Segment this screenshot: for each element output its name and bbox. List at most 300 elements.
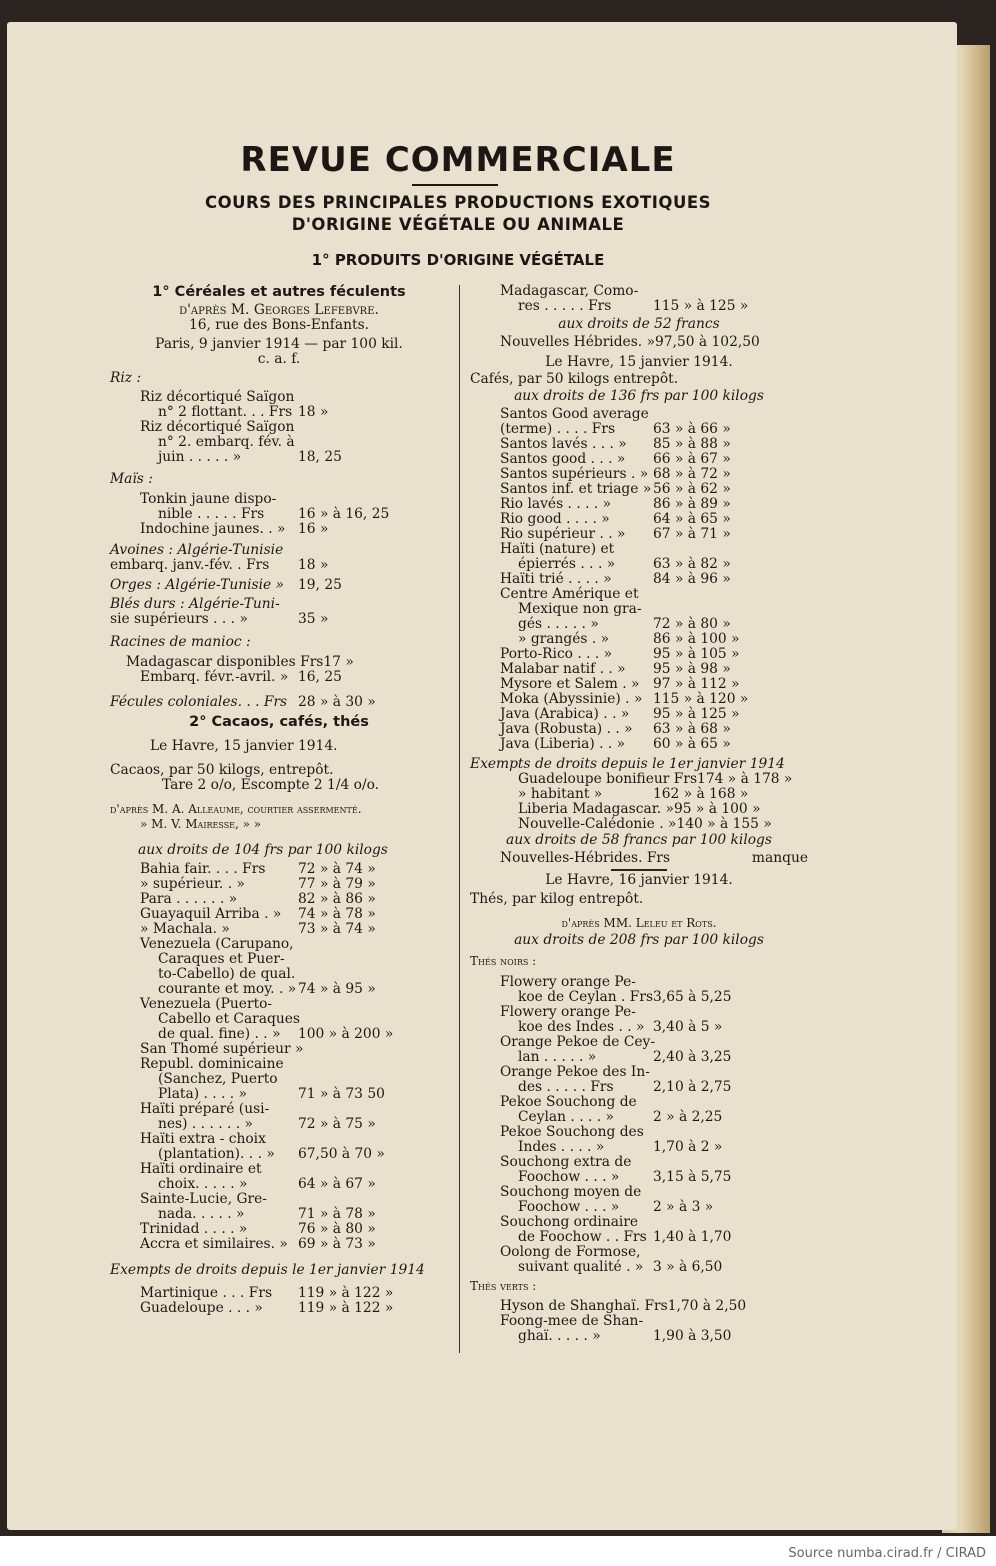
foong-b [470,1329,808,1344]
riz-2-line-a [110,420,448,435]
cafe-row2-5-price: 63 » à 68 » [653,721,731,737]
cacao-row-2-name: Para . . . . . . » [140,891,238,907]
venez-2-a [110,997,448,1012]
venez-2-b-text: Cabello et Caraques [158,1011,300,1027]
the-row-0-b-price: 3,65 à 5,25 [653,989,732,1005]
mais-1-price: 16 » à 16, 25 [298,506,390,522]
riz-2-period: juin . . . . . » [158,449,242,465]
cafe-row2-1-name: Malabar natif . . » [500,661,626,677]
the-row-9-a-price [653,1245,808,1260]
haiti-3-price: 64 » à 67 » [298,1176,376,1192]
manioc-2-price: 16, 25 [298,669,342,685]
avoines-line-a: Avoines : Algérie-Tunisie [110,542,284,558]
haiti-3-name: Haïti ordinaire et [140,1161,262,1177]
the-row-2-a-name: Orange Pekoe de Cey- [500,1034,656,1050]
havre-date-1: Le Havre, 15 janvier 1914. [150,738,338,754]
cacao-list [110,862,448,937]
riz-2-line-b [110,435,448,450]
mais-1-name: Tonkin jaune dispo- [140,491,277,507]
cafe-row-5 [470,512,808,527]
hyson-price: 1,70 à 2,50 [667,1298,747,1314]
haiti-3-a [110,1162,448,1177]
droits-52: aux droits de 52 francs [558,316,720,332]
stlucie-b-text: nada. . . . . » [158,1206,245,1222]
the-row-4-a [470,1095,808,1110]
cereales-heading: 1° Céréales et autres féculents [152,284,406,300]
cacao-row-1-name: » supérieur. . » [140,876,245,892]
nouv-heb-name: Nouvelles Hébrides. » [500,334,656,350]
the-row-3-a-name: Orange Pekoe des In- [500,1064,650,1080]
mais-2-price: 16 » [298,521,329,537]
the-row-2-b-price: 2,40 à 3,25 [653,1049,732,1065]
cafe-row-0-name: Santos lavés . . . » [500,436,627,452]
the-row-4-a-price [653,1095,808,1110]
stlucie-price: 71 » à 78 » [298,1206,376,1222]
exempt-row-2-price: 95 » à 100 » [673,801,761,817]
the-row-6-a-name: Souchong extra de [500,1154,632,1170]
exempts-right: Exempts de droits depuis le 1er janvier 1914 [470,756,785,772]
right-column [470,284,808,1344]
martinique-price: 119 » à 122 » [298,1285,394,1301]
cafe-row-0-price: 85 » à 88 » [653,436,731,452]
mais-1-line-a [110,492,448,507]
the-row-0-b-name: koe de Ceylan . Frs [518,989,654,1005]
martinique-line [110,1286,448,1301]
riz-1-name: Riz décortiqué Saïgon [140,389,295,405]
orges-line [110,578,448,593]
cacao-row-3-name: Guayaquil Arriba . » [140,906,282,922]
venez-1-b-text: Caraques et Puer- [158,951,285,967]
haiti-2-name: Haïti extra - choix [140,1131,266,1147]
madag-b-text: res . . . . . Frs [518,298,612,314]
the-row-3-b-name: des . . . . . Frs [518,1079,614,1095]
exempt-list [470,772,808,832]
cafe-row2-1 [470,662,808,677]
cafe-row-6 [470,527,808,542]
cafe-row2-2-price: 97 » à 112 » [653,676,740,692]
haiti-1-name: Haïti préparé (usi- [140,1101,270,1117]
centre-d-price: 86 » à 100 » [653,631,740,647]
title-rule [412,184,498,186]
madag-b [470,299,808,314]
orges-name: Orges : Algérie-Tunisie » [110,577,284,593]
the-row-1-b-price: 3,40 à 5 » [653,1019,723,1035]
the-row-4-b-name: Ceylan . . . . » [518,1109,614,1125]
foong-a [470,1314,808,1329]
page-title: REVUE COMMERCIALE [240,140,676,180]
havre-date-cafe: Le Havre, 15 janvier 1914. [545,354,733,370]
riz-2-name: Riz décortiqué Saïgon [140,419,295,435]
separator-rule [611,869,667,871]
cafe-row2-6-price: 60 » à 65 » [653,736,731,752]
centre-name: Centre Amérique et [500,586,639,602]
exempt-row-2 [470,802,808,817]
the-row-0-a-name: Flowery orange Pe- [500,974,636,990]
the-row-2-a [470,1035,808,1050]
droits-208: aux droits de 208 frs par 100 kilogs [514,932,764,948]
the-row-6-b-name: Foochow . . . » [518,1169,620,1185]
venez-1-a [110,937,448,952]
manioc-2-name: Embarq. févr.-avril. » [140,669,289,685]
venez-1-d-text: courante et moy. . » [158,981,297,997]
repub-b [110,1072,448,1087]
cacao-row-2-price: 82 » à 86 » [298,891,376,907]
guadeloupe-name: Guadeloupe . . . » [140,1300,263,1316]
droits-58: aux droits de 58 francs par 100 kilogs [506,832,772,848]
venez-1-d [110,982,448,997]
fecules-name: Fécules coloniales. . . Frs [110,694,288,710]
the-row-4-a-name: Pekoe Souchong de [500,1094,637,1110]
the-row-3-b-price: 2,10 à 2,75 [653,1079,732,1095]
cafe-row-0 [470,437,808,452]
nouv-heb2-line [470,851,808,866]
subtitle-line-2: D'ORIGINE VÉGÉTALE OU ANIMALE [291,215,625,234]
haiti-1-b-text: nes) . . . . . . » [158,1116,253,1132]
centre-b [470,602,808,617]
exempt-row-0-price: 174 » à 178 » [697,771,793,787]
the-row-1-b [470,1020,808,1035]
exempt-row-1-price: 162 » à 168 » [653,786,749,802]
cafe-row-2-price: 68 » à 72 » [653,466,731,482]
bles-qual: sie supérieurs . . . » [110,611,248,627]
cafe-row-1-price: 66 » à 67 » [653,451,731,467]
fecules-line [110,695,448,710]
haiti-1-price: 72 » à 75 » [298,1116,376,1132]
haiti-nature-b [470,557,808,572]
exempt-row-0-name: Guadeloupe bonifieur Frs [518,771,698,787]
the-row-7-a-name: Souchong moyen de [500,1184,642,1200]
cacao-row-0-name: Bahia fair. . . . Frs [140,861,266,877]
the-row-7-b [470,1200,808,1215]
bles-line-b [110,612,448,627]
manioc-2-line [110,670,448,685]
cafe-row-6-name: Rio supérieur . . » [500,526,626,542]
the-row-9-b-name: suivant qualité . » [518,1259,644,1275]
cacao-row-1-price: 77 » à 79 » [298,876,376,892]
cafe-row-6-price: 67 » à 71 » [653,526,731,542]
foong-price: 1,90 à 3,50 [653,1328,732,1344]
exempt-row-3-name: Nouvelle-Calédonie . » [518,816,677,832]
cafe-row2-3-price: 115 » à 120 » [653,691,749,707]
the-row-1-a-price [653,1005,808,1020]
paris-date: Paris, 9 janvier 1914 — par 100 kil. [155,336,403,352]
thes-verts-label: Thés verts : [470,1279,537,1293]
cafes-title: Cafés, par 50 kilogs entrepôt. [470,371,679,387]
cafe-row-1-name: Santos good . . . » [500,451,626,467]
the-row-9-b [470,1260,808,1275]
the-row-2-a-price [655,1035,808,1050]
madag-name: Madagascar, Como- [500,283,639,299]
repub-name: Republ. dominicaine [140,1056,284,1072]
centre-c [470,617,808,632]
the-row-5-a [470,1125,808,1140]
havre-date-the: Le Havre, 16 janvier 1914. [545,872,733,888]
the-row-2-b [470,1050,808,1065]
the-row-7-a [470,1185,808,1200]
mais-2-line [110,522,448,537]
orges-price: 19, 25 [298,577,342,593]
the-row-3-b [470,1080,808,1095]
santos-name: Santos Good average [500,406,649,422]
venez-1-price: 74 » à 95 » [298,981,376,997]
cafe-row2-3-name: Moka (Abyssinie) . » [500,691,643,707]
riz-1-price: 18 » [298,404,329,420]
cafe-row-5-name: Rio good . . . . » [500,511,610,527]
fecules-price: 28 » à 30 » [298,694,376,710]
cafe-row2-4-name: Java (Arabica) . . » [500,706,630,722]
the-row-8-a [470,1215,808,1230]
column-divider [459,285,460,1353]
section-heading: 1° PRODUITS D'ORIGINE VÉGÉTALE [311,251,605,269]
mais-1-qual: nible . . . . . Frs [158,506,265,522]
nouv-heb-price: 97,50 à 102,50 [655,334,760,350]
venez-1-c [110,967,448,982]
the-row-2-b-name: lan . . . . . » [518,1049,597,1065]
cafe-row2-3 [470,692,808,707]
cafe-row2-6-name: Java (Liberia) . . » [500,736,626,752]
cacaos-heading: 2° Cacaos, cafés, thés [189,714,369,730]
the-row-3-a [470,1065,808,1080]
the-row-6-a [470,1155,808,1170]
centre-d [470,632,808,647]
the-row-0-a [470,975,808,990]
santhome-line [110,1042,448,1057]
exempt-row-0 [470,772,808,787]
cafe-row-3-name: Santos inf. et triage » [500,481,652,497]
the-row-1-a-name: Flowery orange Pe- [500,1004,636,1020]
riz-2-qual: n° 2. embarq. fév. à [158,434,295,450]
riz-2-price: 18, 25 [298,449,342,465]
haiti-trie-price: 84 » à 96 » [653,571,731,587]
madag-a [470,284,808,299]
caf-label: c. a. f. [257,351,301,367]
nouv-heb2-name: Nouvelles-Hébrides. Frs [500,850,671,866]
repub-price: 71 » à 73 50 [298,1086,385,1102]
haiti-2-price: 67,50 à 70 » [298,1146,385,1162]
venez-1-name: Venezuela (Carupano, [140,936,294,952]
santos-b-text: (terme) . . . . Frs [500,421,616,437]
haiti-1-a [110,1102,448,1117]
venez-1-c-text: to-Cabello) de qual. [158,966,296,982]
repub-a [110,1057,448,1072]
the-row-9-a-name: Oolong de Formose, [500,1244,641,1260]
haiti-trie-line [470,572,808,587]
the-row-8-a-name: Souchong ordinaire [500,1214,639,1230]
centre-a [470,587,808,602]
santos-price: 63 » à 66 » [653,421,731,437]
the-row-5-b [470,1140,808,1155]
the-row-5-b-price: 1,70 à 2 » [653,1139,723,1155]
guadeloupe-line [110,1301,448,1316]
cafe-row2-0-price: 95 » à 105 » [653,646,740,662]
thes-title: Thés, par kilog entrepôt. [470,891,644,907]
leleu-credit: d'après MM. Leleu et Rots. [561,916,717,930]
the-row-5-a-name: Pekoe Souchong des [500,1124,644,1140]
santhome-name: San Thomé supérieur » [140,1041,304,1057]
cafe-row-3-price: 56 » à 62 » [653,481,731,497]
repub-c-text: Plata) . . . . » [158,1086,247,1102]
trinidad-name: Trinidad . . . . » [140,1221,248,1237]
source-credit: Source numba.cirad.fr / CIRAD [788,1546,986,1561]
the-row-9-a [470,1245,808,1260]
centre-c-text: gés . . . . . » [518,616,599,632]
the-row-6-b [470,1170,808,1185]
cafe-row2-0-name: Porto-Rico . . . » [500,646,613,662]
the-row-7-b-name: Foochow . . . » [518,1199,620,1215]
hyson-line [470,1299,808,1314]
venez-2-c-text: de qual. fine) . . » [158,1026,281,1042]
repub-b-text: (Sanchez, Puerto [158,1071,278,1087]
the-row-0-a-price [653,975,808,990]
venez-1-b [110,952,448,967]
mais-1-line-b [110,507,448,522]
riz-label: Riz : [110,370,142,386]
cacao-row-0 [110,862,448,877]
haiti-3-b-text: choix. . . . . » [158,1176,248,1192]
cafe-row-1 [470,452,808,467]
exempts-left: Exempts de droits depuis le 1er janvier 1914 [110,1262,425,1278]
venez-2-price: 100 » à 200 » [298,1026,394,1042]
haiti-3-b [110,1177,448,1192]
the-row-7-a-price [653,1185,808,1200]
tare-line: Tare 2 o/o, Escompte 2 1/4 o/o. [162,777,380,793]
foong-b-text: ghaï. . . . . » [518,1328,601,1344]
cafe-row-2-name: Santos supérieurs . » [500,466,649,482]
cafe-row-5-price: 64 » à 65 » [653,511,731,527]
bles-line-a: Blés durs : Algérie-Tuni- [110,596,280,612]
venez-2-b [110,1012,448,1027]
the-row-3-a-price [653,1065,808,1080]
avoines-qual: embarq. janv.-fév. . Frs [110,557,270,573]
accra-line [110,1237,448,1252]
cafe-row-4-name: Rio lavés . . . . » [500,496,612,512]
cafe-row-2 [470,467,808,482]
bles-price: 35 » [298,611,329,627]
cafe-row-4-price: 86 » à 89 » [653,496,731,512]
venez-2-c [110,1027,448,1042]
centre-d-text: » grangés . » [518,631,610,647]
riz-2-line-c [110,450,448,465]
hyson-name: Hyson de Shanghaï. Frs [500,1298,668,1314]
cafe-list-1 [470,437,808,542]
exempt-row-2-name: Liberia Madagascar. » [518,801,674,817]
haiti-1-b [110,1117,448,1132]
droits-136: aux droits de 136 frs par 100 kilogs [514,388,764,404]
the-row-4-b [470,1110,808,1125]
cafe-row2-5-name: Java (Robusta) . . » [500,721,633,737]
haiti-trie-name: Haïti trié . . . . » [500,571,612,587]
nouv-heb2-price: manque [751,850,808,866]
stlucie-b [110,1207,448,1222]
subtitle-line-1: COURS DES PRINCIPALES PRODUCTIONS EXOTIQUES [204,193,711,212]
cafe-row2-5 [470,722,808,737]
the-row-6-a-price [653,1155,808,1170]
the-row-1-a [470,1005,808,1020]
the-row-4-b-price: 2 » à 2,25 [653,1109,723,1125]
cacao-row-4 [110,922,448,937]
riz-1-qual: n° 2 flottant. . . Frs [158,404,293,420]
haiti-2-b-text: (plantation). . . » [158,1146,275,1162]
cacao-row-1 [110,877,448,892]
the-row-8-a-price [653,1215,808,1230]
accra-name: Accra et similaires. » [140,1236,288,1252]
cafe-row2-6 [470,737,808,752]
stlucie-a [110,1192,448,1207]
cacao-row-2 [110,892,448,907]
avoines-price: 18 » [298,557,329,573]
lefebvre-address: 16, rue des Bons-Enfants. [188,317,370,333]
cafe-row2-0 [470,647,808,662]
the-row-6-b-price: 3,15 à 5,75 [653,1169,732,1185]
santos-a [470,407,808,422]
cafe-row2-2-name: Mysore et Salem . » [500,676,640,692]
stlucie-name: Sainte-Lucie, Gre- [140,1191,267,1207]
riz-1-line-b [110,405,448,420]
cacao-row-3-price: 74 » à 78 » [298,906,376,922]
nouv-heb-line [470,335,808,350]
santos-b [470,422,808,437]
haiti-nature-name: Haïti (nature) et [500,541,615,557]
thes-noirs-label: Thés noirs : [470,954,537,968]
exempt-row-3 [470,817,808,832]
haiti-2-b [110,1147,448,1162]
haiti-nature-a [470,542,808,557]
droits-104: aux droits de 104 frs par 100 kilogs [138,842,388,858]
exempt-row-1-name: » habitant » [518,786,603,802]
left-column [110,284,448,1316]
mais-2-name: Indochine jaunes. . » [140,521,286,537]
cafe-list-2 [470,647,808,752]
haiti-2-a [110,1132,448,1147]
the-row-1-b-name: koe des Indes . . » [518,1019,645,1035]
the-row-5-b-name: Indes . . . . » [518,1139,605,1155]
cafe-row-3 [470,482,808,497]
guadeloupe-price: 119 » à 122 » [298,1300,394,1316]
riz-1-line-a [110,390,448,405]
exempt-row-1 [470,787,808,802]
the-row-0-b [470,990,808,1005]
manioc-1-name: Madagascar disponibles Frs [126,654,324,670]
foong-name: Foong-mee de Shan- [500,1313,644,1329]
manioc-label: Racines de manioc : [110,634,251,650]
cafe-row2-4-price: 95 » à 125 » [653,706,740,722]
cacao-row-4-price: 73 » à 74 » [298,921,376,937]
the-row-8-b-name: de Foochow . . Frs [518,1229,647,1245]
the-row-8-b-price: 1,40 à 1,70 [653,1229,732,1245]
the-row-7-b-price: 2 » à 3 » [653,1199,714,1215]
trinidad-line [110,1222,448,1237]
mairesse-credit: » M. V. Mairesse, » » [140,817,262,831]
centre-price: 72 » à 80 » [653,616,731,632]
martinique-name: Martinique . . . Frs [140,1285,273,1301]
centre-b-text: Mexique non gra- [518,601,642,617]
avoines-line-b [110,558,448,573]
trinidad-price: 76 » à 80 » [298,1221,376,1237]
cafe-row-4 [470,497,808,512]
exempt-row-3-price: 140 » à 155 » [676,816,772,832]
the-row-5-a-price [653,1125,808,1140]
haiti-nature-b-text: épierrés . . . » [518,556,616,572]
cafe-row2-2 [470,677,808,692]
manioc-1-line [110,655,448,670]
cacao-row-4-name: » Machala. » [140,921,230,937]
cacao-row-3 [110,907,448,922]
venez-2-name: Venezuela (Puerto- [140,996,273,1012]
cacaos-title: Cacaos, par 50 kilogs, entrepôt. [110,762,334,778]
alleaume-credit: d'après M. A. Alleaume, courtier assermenté. [110,802,362,816]
lefebvre-credit: d'après M. Georges Lefebvre. [179,302,379,318]
mais-label: Maïs : [110,471,153,487]
